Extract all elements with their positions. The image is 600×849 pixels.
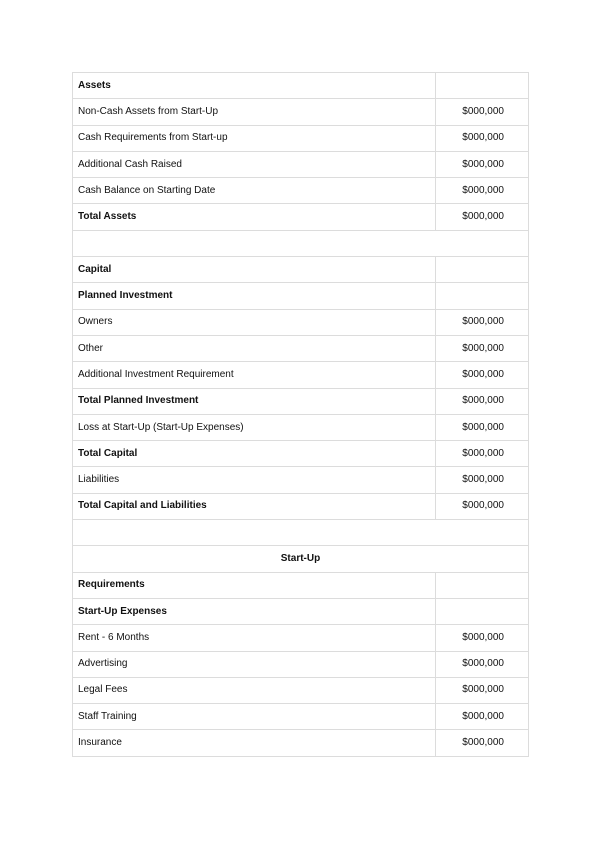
line-item-label: Owners xyxy=(73,309,436,335)
amount-cell: $000,000 xyxy=(436,362,529,388)
amount-cell: $000,000 xyxy=(436,730,529,756)
table-row xyxy=(73,309,529,335)
amount-cell xyxy=(436,283,529,309)
startup-funding-table xyxy=(72,72,529,757)
group-header-row xyxy=(73,572,529,598)
blank-cell xyxy=(73,230,529,256)
amount-cell xyxy=(436,572,529,598)
amount-cell xyxy=(436,73,529,99)
amount-cell: $000,000 xyxy=(436,625,529,651)
blank-row xyxy=(73,230,529,256)
total-amount: $000,000 xyxy=(436,493,529,519)
amount-cell: $000,000 xyxy=(436,309,529,335)
amount-cell: $000,000 xyxy=(436,677,529,703)
table-row xyxy=(73,178,529,204)
total-row xyxy=(73,493,529,519)
group-label: Planned Investment xyxy=(73,283,436,309)
line-item-label: Additional Cash Raised xyxy=(73,151,436,177)
amount-cell: $000,000 xyxy=(436,151,529,177)
amount-cell xyxy=(436,598,529,624)
line-item-label: Advertising xyxy=(73,651,436,677)
line-item-label: Cash Requirements from Start-up xyxy=(73,125,436,151)
total-label: Total Assets xyxy=(73,204,436,230)
table-row xyxy=(73,677,529,703)
total-label: Total Capital and Liabilities xyxy=(73,493,436,519)
line-item-label: Staff Training xyxy=(73,704,436,730)
table-row xyxy=(73,125,529,151)
amount-cell: $000,000 xyxy=(436,651,529,677)
table-row xyxy=(73,625,529,651)
group-header-row xyxy=(73,283,529,309)
line-item-label: Loss at Start-Up (Start-Up Expenses) xyxy=(73,414,436,440)
group-label: Capital xyxy=(73,257,436,283)
amount-cell: $000,000 xyxy=(436,414,529,440)
total-row xyxy=(73,441,529,467)
line-item-label: Non-Cash Assets from Start-Up xyxy=(73,99,436,125)
line-item-label: Legal Fees xyxy=(73,677,436,703)
line-item-label: Insurance xyxy=(73,730,436,756)
total-row xyxy=(73,204,529,230)
total-amount: $000,000 xyxy=(436,388,529,414)
table-row xyxy=(73,151,529,177)
section-title-row xyxy=(73,546,529,572)
table-row xyxy=(73,730,529,756)
blank-row xyxy=(73,520,529,546)
group-header-row xyxy=(73,598,529,624)
group-label: Start-Up Expenses xyxy=(73,598,436,624)
amount-cell: $000,000 xyxy=(436,178,529,204)
amount-cell: $000,000 xyxy=(436,467,529,493)
group-label: Requirements xyxy=(73,572,436,598)
group-header-row xyxy=(73,257,529,283)
startup-funding-sheet xyxy=(72,72,528,757)
total-label: Total Planned Investment xyxy=(73,388,436,414)
group-header-row xyxy=(73,73,529,99)
line-item-label: Other xyxy=(73,335,436,361)
total-row xyxy=(73,388,529,414)
table-row xyxy=(73,99,529,125)
amount-cell: $000,000 xyxy=(436,335,529,361)
group-label: Assets xyxy=(73,73,436,99)
amount-cell: $000,000 xyxy=(436,125,529,151)
table-row xyxy=(73,467,529,493)
amount-cell: $000,000 xyxy=(436,704,529,730)
table-row xyxy=(73,651,529,677)
section-title: Start-Up xyxy=(73,546,529,572)
total-amount: $000,000 xyxy=(436,204,529,230)
table-row xyxy=(73,362,529,388)
line-item-label: Rent - 6 Months xyxy=(73,625,436,651)
table-row xyxy=(73,335,529,361)
total-label: Total Capital xyxy=(73,441,436,467)
line-item-label: Additional Investment Requirement xyxy=(73,362,436,388)
total-amount: $000,000 xyxy=(436,441,529,467)
line-item-label: Liabilities xyxy=(73,467,436,493)
table-row xyxy=(73,414,529,440)
amount-cell xyxy=(436,257,529,283)
amount-cell: $000,000 xyxy=(436,99,529,125)
blank-cell xyxy=(73,520,529,546)
table-row xyxy=(73,704,529,730)
line-item-label: Cash Balance on Starting Date xyxy=(73,178,436,204)
table-body xyxy=(73,73,529,757)
